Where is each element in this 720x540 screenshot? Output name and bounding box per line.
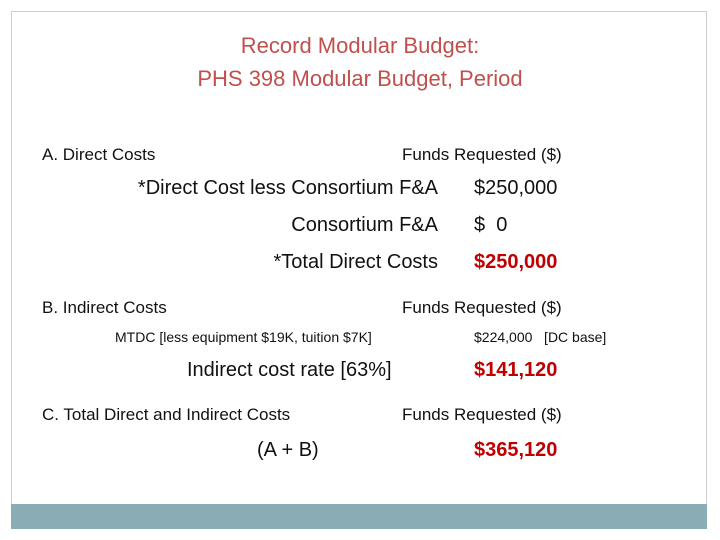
indirect-cost-rate-label: Indirect cost rate [63%] [187, 359, 392, 381]
section-b-heading: B. Indirect Costs [42, 298, 167, 317]
section-b-funds-heading: Funds Requested ($) [402, 298, 562, 317]
bottom-bar [11, 504, 707, 529]
section-c-heading: C. Total Direct and Indirect Costs [42, 405, 291, 424]
consortium-fa-label: Consortium F&A [291, 214, 438, 236]
slide-title-line-2: PHS 398 Modular Budget, Period [197, 66, 523, 91]
direct-cost-less-consortium-value: $250,000 [474, 177, 558, 199]
consortium-fa-value: $ 0 [474, 214, 508, 236]
total-direct-indirect-value: $365,120 [474, 439, 558, 461]
indirect-cost-value: $141,120 [474, 359, 558, 381]
total-direct-costs-label: *Total Direct Costs [273, 251, 438, 273]
section-a-heading: A. Direct Costs [42, 145, 156, 164]
total-a-plus-b-label: (A + B) [257, 439, 319, 461]
slide-title-line-1: Record Modular Budget: [240, 33, 480, 58]
total-direct-costs-value: $250,000 [474, 251, 558, 273]
section-c-funds-heading: Funds Requested ($) [402, 405, 562, 424]
mtdc-value: $224,000 [DC base] [474, 329, 607, 345]
section-a-funds-heading: Funds Requested ($) [402, 145, 562, 164]
direct-cost-less-consortium-label: *Direct Cost less Consortium F&A [137, 177, 438, 199]
mtdc-label: MTDC [less equipment $19K, tuition $7K] [115, 329, 372, 345]
